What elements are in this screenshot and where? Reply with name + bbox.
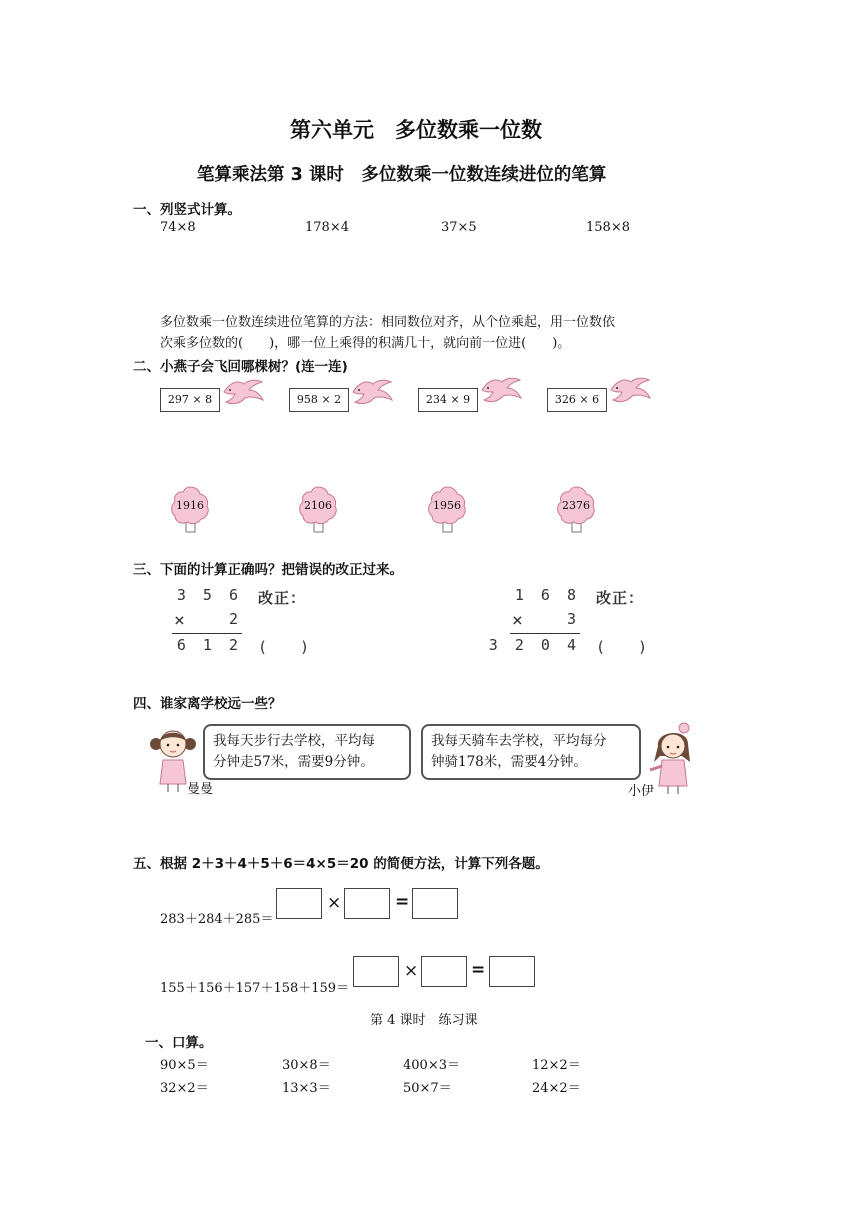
oral-problem: 50×7＝: [403, 1081, 452, 1096]
tree-2376[interactable]: [556, 485, 596, 533]
calc-operator: ×: [174, 610, 189, 631]
oral-problem: 13×3＝: [282, 1081, 331, 1096]
section4-heading: 四、谁家离学校远一些？: [133, 696, 282, 712]
bubble-line: 分钟走57米，需要9分钟。: [213, 754, 374, 770]
calc-line: [172, 633, 242, 634]
bubble-line: 我每天步行去学校，平均每: [213, 733, 375, 749]
rule-line-2: 次乘多位数的( )，哪一位上乘得的积满几十，就向前一位进( )。: [160, 336, 571, 351]
vertical-calc-1: [172, 586, 242, 656]
correction-answer[interactable]: ( ): [596, 638, 649, 656]
tree-1916[interactable]: [170, 485, 210, 533]
calc-multiplier: 2: [228, 610, 242, 628]
bubble-line: 钟骑178米，需要4分钟。: [431, 754, 587, 770]
swallow-icon: [222, 378, 264, 408]
correction-label: 改正：: [596, 589, 645, 607]
tree-1956[interactable]: [427, 485, 467, 533]
calc-line: [510, 633, 580, 634]
problem-3: 37×5: [441, 220, 477, 235]
calc-top: 1 6 8: [514, 586, 580, 604]
tree-label: 1916: [176, 499, 204, 512]
swallow-card-4[interactable]: 326 × 6: [547, 388, 607, 412]
equation-2: 155＋156＋157＋158＋159＝: [160, 981, 350, 996]
oral-problem: 32×2＝: [160, 1081, 209, 1096]
swallow-card-2[interactable]: 958 × 2: [289, 388, 349, 412]
calc-result: 3 2 0 4: [488, 636, 580, 654]
correction-answer[interactable]: ( ): [258, 638, 311, 656]
section5-heading: 五、根据 2＋3＋4＋5＋6＝4×5＝20 的简便方法，计算下列各题。: [133, 856, 549, 872]
problem-1: 74×8: [160, 220, 196, 235]
section3-heading: 三、下面的计算正确吗？把错误的改正过来。: [133, 562, 403, 578]
name-xiaoyi: 小伊: [628, 784, 655, 799]
speech-bubble-left: [203, 724, 411, 780]
speech-bubble-right: [421, 724, 641, 780]
vertical-calc-2: [488, 586, 580, 656]
answer-box[interactable]: [489, 956, 535, 987]
answer-box[interactable]: [353, 956, 399, 987]
section6-heading: 一、口算。: [145, 1035, 213, 1051]
correction-label: 改正：: [258, 589, 307, 607]
tree-label: 2106: [304, 499, 332, 512]
tree-2106[interactable]: [298, 485, 338, 533]
calc-result: 6 1 2: [176, 636, 242, 654]
calc-top: 3 5 6: [176, 586, 242, 604]
problem-4: 158×8: [586, 220, 630, 235]
swallow-icon: [609, 376, 651, 406]
answer-box[interactable]: [344, 888, 390, 919]
equals-sign: =: [395, 892, 410, 912]
tree-label: 1956: [433, 499, 461, 512]
answer-box[interactable]: [276, 888, 322, 919]
oral-problem: 400×3＝: [403, 1058, 460, 1073]
oral-problem: 30×8＝: [282, 1058, 331, 1073]
tree-label: 2376: [562, 499, 590, 512]
answer-box[interactable]: [421, 956, 467, 987]
oral-problem: 24×2＝: [532, 1081, 581, 1096]
name-manman: 曼曼: [187, 782, 214, 797]
oral-problem: 12×2＝: [532, 1058, 581, 1073]
calc-operator: ×: [512, 610, 527, 631]
equals-sign: =: [471, 960, 486, 980]
swallow-icon: [351, 378, 393, 408]
unit-title: 第六单元 多位数乘一位数: [290, 118, 542, 142]
lesson-title: 笔算乘法第 3 课时 多位数乘一位数连续进位的笔算: [197, 165, 607, 185]
problem-2: 178×4: [305, 220, 349, 235]
rule-line-1: 多位数乘一位数连续进位笔算的方法：相同数位对齐，从个位乘起，用一位数依: [160, 315, 616, 330]
times-sign: ×: [404, 961, 419, 981]
swallow-card-3[interactable]: 234 × 9: [418, 388, 478, 412]
section1-heading: 一、列竖式计算。: [133, 202, 241, 218]
calc-multiplier: 3: [566, 610, 580, 628]
swallow-card-1[interactable]: 297 × 8: [160, 388, 220, 412]
section2-heading: 二、小燕子会飞回哪棵树？(连一连): [133, 359, 348, 375]
swallow-icon: [480, 376, 522, 406]
lesson4-title: 第 4 课时 练习课: [370, 1013, 478, 1028]
oral-problem: 90×5＝: [160, 1058, 209, 1073]
equation-1: 283＋284＋285＝: [160, 912, 274, 927]
bubble-line: 我每天骑车去学校，平均每分: [431, 733, 607, 749]
answer-box[interactable]: [412, 888, 458, 919]
times-sign: ×: [327, 893, 342, 913]
